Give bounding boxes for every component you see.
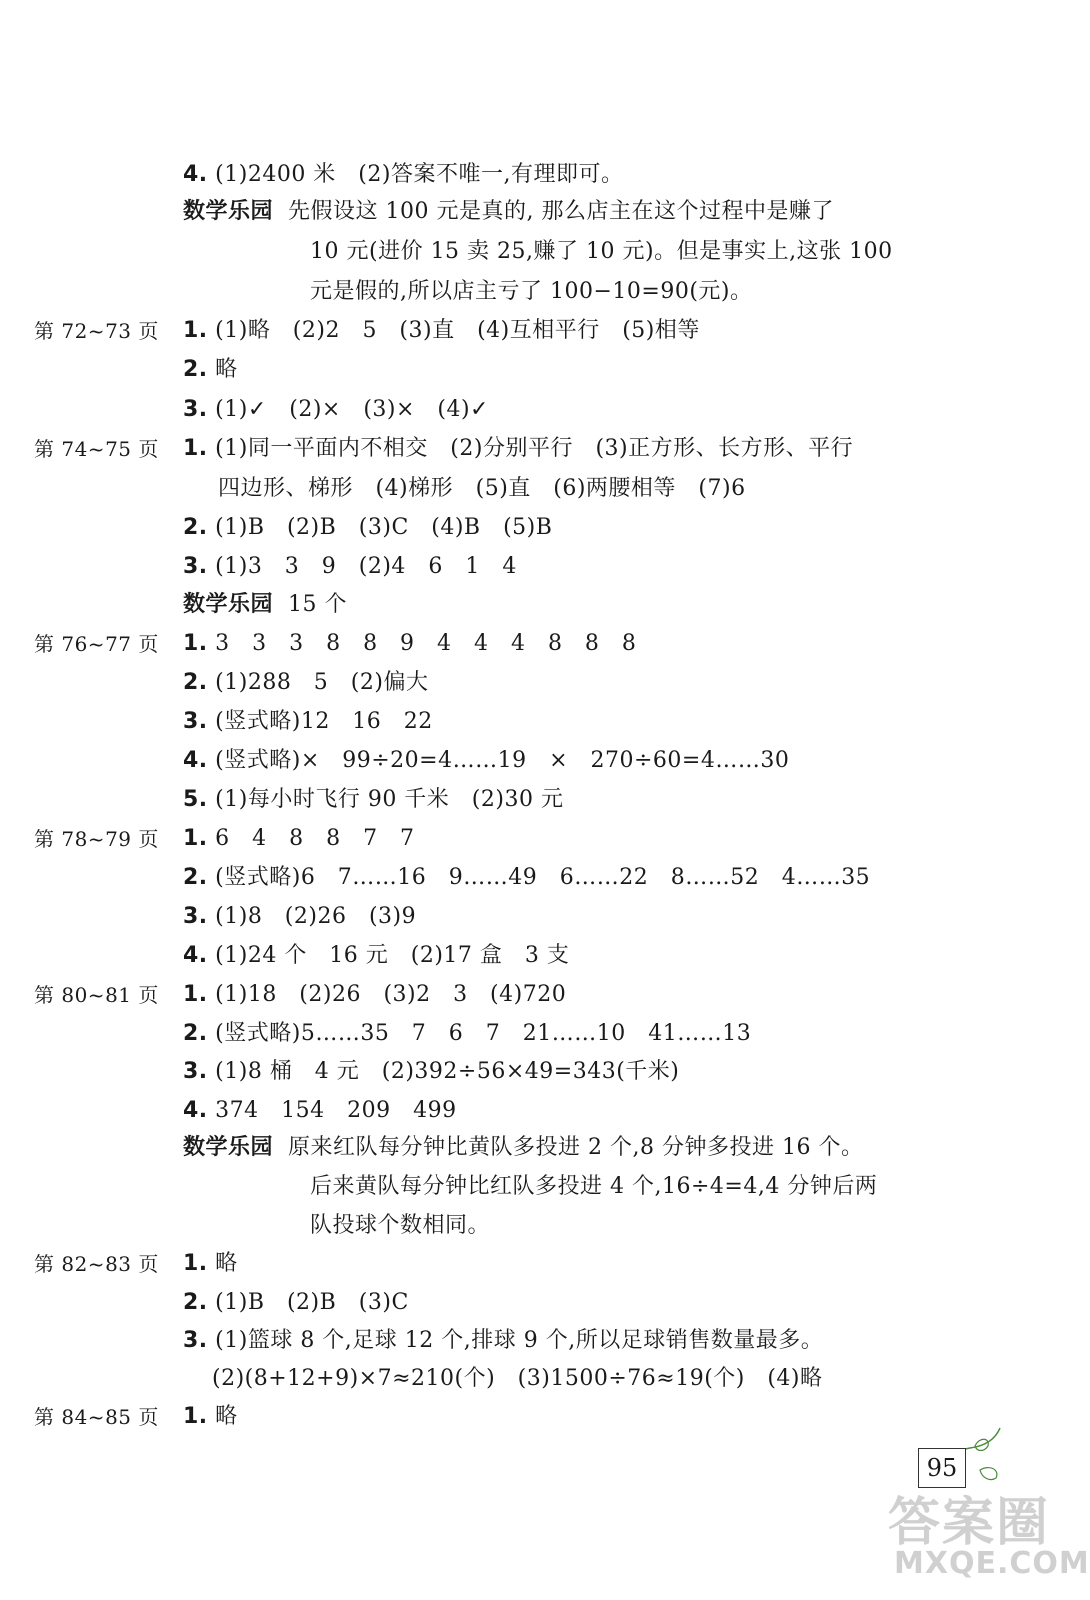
item-number: 1. (183, 1251, 208, 1276)
answer-line (183, 355, 238, 385)
answer-text: (1)288 5 (2)偏大 (207, 670, 429, 695)
answer-text: 374 154 209 499 (207, 1098, 457, 1123)
item-number: 3. (183, 904, 208, 929)
answer-text: 先假设这 100 元是真的, 那么店主在这个过程中是赚了 (273, 199, 834, 224)
item-number: 3. (183, 1328, 208, 1353)
item-number: 3. (183, 397, 208, 422)
answer-line (183, 785, 563, 815)
item-number: 5. (183, 787, 208, 812)
answer-text: 3 3 3 8 8 9 4 4 4 8 8 8 (207, 631, 637, 656)
answer-text: (1)3 3 9 (2)4 6 1 4 (207, 554, 517, 579)
answer-text: (1)8 桶 4 元 (2)392÷56×49=343(千米) (207, 1059, 680, 1084)
page-range-label: 第 80~81 页 (34, 983, 159, 1007)
item-number: 1. (183, 318, 208, 343)
section-heading: 数学乐园 (183, 1135, 274, 1160)
answer-text: (1)B (2)B (3)C (207, 1290, 409, 1315)
answer-text: (1)篮球 8 个,足球 12 个,排球 9 个,所以足球销售数量最多。 (207, 1328, 824, 1353)
answer-text: (1)8 (2)26 (3)9 (207, 904, 417, 929)
answer-line (183, 1057, 679, 1087)
answer-text: 原来红队每分钟比黄队多投进 2 个,8 分钟多投进 16 个。 (273, 1135, 864, 1160)
answer-line (310, 277, 753, 307)
item-number: 2. (183, 1290, 208, 1315)
answer-line (183, 513, 552, 543)
answer-line (183, 1096, 457, 1126)
item-number: 2. (183, 1021, 208, 1046)
answer-text: 6 4 8 8 7 7 (207, 826, 415, 851)
answer-text: (竖式略)5……35 7 6 7 21……10 41……13 (207, 1021, 752, 1046)
answer-line (183, 1326, 823, 1356)
answer-text: 元是假的,所以店主亏了 100−10=90(元)。 (310, 279, 753, 304)
answer-line (183, 902, 416, 932)
item-number: 1. (183, 826, 208, 851)
answer-line (183, 941, 569, 971)
answer-line (183, 863, 870, 893)
answer-text: 四边形、梯形 (4)梯形 (5)直 (6)两腰相等 (7)6 (218, 476, 746, 501)
answer-line (212, 1364, 823, 1394)
item-number: 4. (183, 1098, 208, 1123)
answer-text: 10 元(进价 15 卖 25,赚了 10 元)。但是事实上,这张 100 (310, 239, 893, 264)
item-number: 3. (183, 709, 208, 734)
answer-line (310, 1172, 877, 1202)
answer-line (183, 629, 636, 659)
answer-line (183, 1249, 238, 1279)
page-range-label: 第 76~77 页 (34, 632, 159, 656)
answer-text: (1)24 个 16 元 (2)17 盒 3 支 (207, 943, 570, 968)
answer-line (218, 474, 746, 504)
answer-text: (竖式略)× 99÷20=4……19 × 270÷60=4……30 (207, 748, 790, 773)
answer-line (183, 1133, 863, 1163)
answer-line (183, 980, 566, 1010)
answer-line (183, 160, 623, 190)
page-range-label: 第 74~75 页 (34, 437, 159, 461)
answer-text: (1)B (2)B (3)C (4)B (5)B (207, 515, 553, 540)
answer-line (310, 237, 893, 267)
answer-line (183, 668, 428, 698)
item-number: 2. (183, 515, 208, 540)
answer-line (183, 824, 415, 854)
answer-line (183, 1288, 409, 1318)
item-number: 1. (183, 631, 208, 656)
page-range-label: 第 82~83 页 (34, 1252, 159, 1276)
answer-line (183, 1402, 238, 1432)
answer-text: 略 (207, 357, 238, 382)
answer-text: (2)(8+12+9)×7≈210(个) (3)1500÷76≈19(个) (4)略 (212, 1366, 823, 1391)
item-number: 3. (183, 1059, 208, 1084)
answer-text: (1)18 (2)26 (3)2 3 (4)720 (207, 982, 567, 1007)
answer-text: 队投球个数相同。 (310, 1213, 491, 1238)
answer-line (183, 434, 853, 464)
answer-line (183, 552, 517, 582)
answer-text: 后来黄队每分钟比红队多投进 4 个,16÷4=4,4 分钟后两 (310, 1174, 878, 1199)
watermark-logo: 答案圈 (888, 1493, 1051, 1553)
item-number: 2. (183, 670, 208, 695)
answer-text: 略 (207, 1251, 238, 1276)
answer-line (310, 1211, 490, 1241)
page-range-label: 第 78~79 页 (34, 827, 159, 851)
item-number: 4. (183, 748, 208, 773)
answer-line (183, 707, 433, 737)
page-range-label: 第 84~85 页 (34, 1405, 159, 1429)
answer-text: (1)每小时飞行 90 千米 (2)30 元 (207, 787, 564, 812)
section-heading: 数学乐园 (183, 592, 274, 617)
section-heading: 数学乐园 (183, 199, 274, 224)
answer-line (183, 1019, 751, 1049)
answer-line (183, 316, 700, 346)
answer-line (183, 746, 789, 776)
item-number: 4. (183, 943, 208, 968)
item-number: 2. (183, 865, 208, 890)
page-range-label: 第 72~73 页 (34, 319, 159, 343)
answer-text: 略 (207, 1404, 238, 1429)
answer-line (183, 590, 347, 620)
answer-line (183, 197, 834, 227)
watermark-url: MXQE.COM (894, 1546, 1090, 1581)
answer-text: (1)2400 米 (2)答案不唯一,有理即可。 (207, 162, 624, 187)
item-number: 1. (183, 436, 208, 461)
item-number: 1. (183, 982, 208, 1007)
answer-line (183, 395, 489, 425)
answer-text: 15 个 (273, 592, 347, 617)
item-number: 2. (183, 357, 208, 382)
answer-text: (竖式略)12 16 22 (207, 709, 433, 734)
item-number: 1. (183, 1404, 208, 1429)
item-number: 4. (183, 162, 208, 187)
page-number: 95 (918, 1448, 966, 1488)
answer-text: (1)略 (2)2 5 (3)直 (4)互相平行 (5)相等 (207, 318, 700, 343)
answer-text: (竖式略)6 7……16 9……49 6……22 8……52 4……35 (207, 865, 871, 890)
watermark (888, 1480, 1090, 1590)
answer-text: (1)✓ (2)× (3)× (4)✓ (207, 397, 489, 422)
answer-text: (1)同一平面内不相交 (2)分别平行 (3)正方形、长方形、平行 (207, 436, 854, 461)
item-number: 3. (183, 554, 208, 579)
